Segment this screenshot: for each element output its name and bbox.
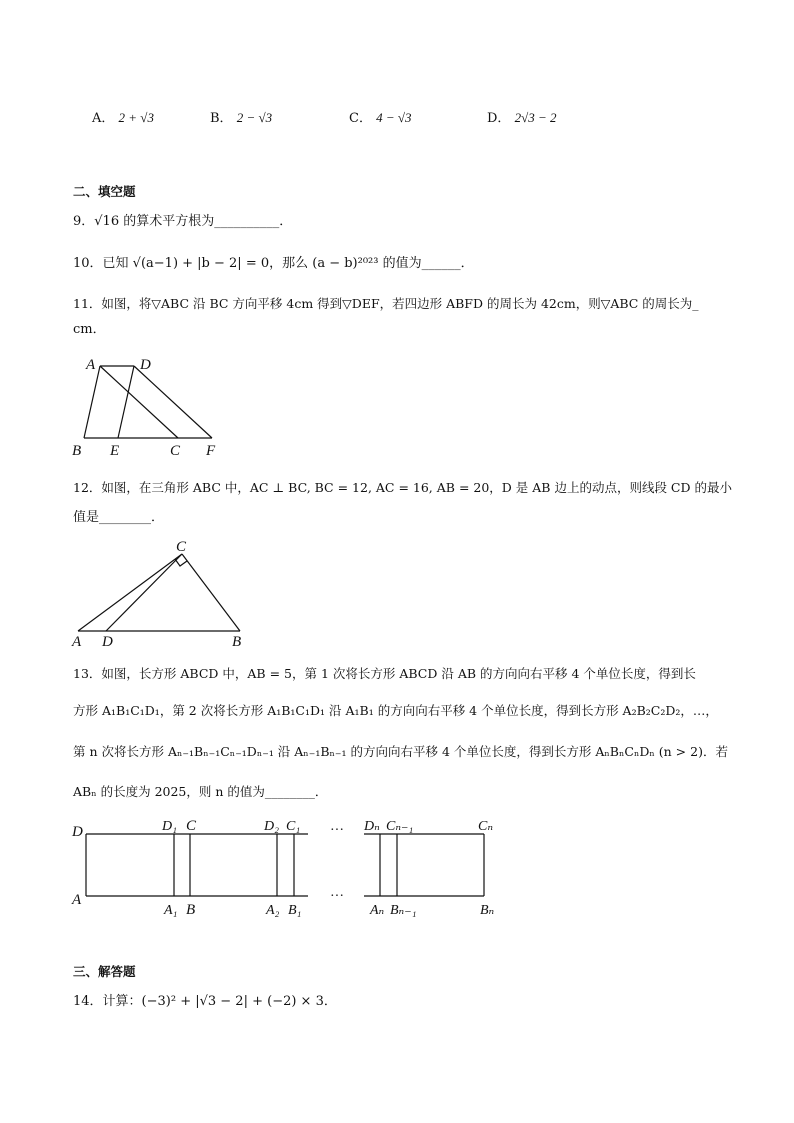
choice-a	[92, 110, 154, 127]
q13-label-Bn: Bₙ	[480, 903, 495, 918]
choice-d-expr: 2√3 − 2	[514, 110, 557, 125]
q11-segment-DF	[134, 366, 212, 438]
q13-label-D: D	[72, 824, 83, 840]
q13-label-B1: B₁	[288, 903, 302, 918]
q13-label-A1: A₁	[164, 903, 178, 918]
question-9: 9．√16 的算术平方根为__________．	[73, 214, 293, 229]
choice-c-letter: C．	[349, 111, 372, 126]
q11-label-C: C	[170, 443, 181, 459]
q12-segment-CD	[106, 554, 182, 631]
q11-segment-AC	[100, 366, 178, 438]
choice-b-expr: 2 − √3	[236, 110, 273, 125]
question-11-line2: cm．	[73, 322, 106, 337]
question-13-line3: 第 n 次将长方形 Aₙ₋₁Bₙ₋₁Cₙ₋₁Dₙ₋₁ 沿 Aₙ₋₁Bₙ₋₁ 的方向向右平移 4 个单位长度，得到长方形 AₙBₙCₙDₙ (n > 2)．若	[73, 744, 728, 759]
section-fill-in-title: 二、填空题	[73, 184, 136, 199]
q13-label-B: B	[186, 902, 196, 918]
question-12-line1: 12．如图，在三角形 ABC 中，AC ⊥ BC, BC = 12, AC = 16, AB = 20，D 是 AB 边上的动点，则线段 CD 的最小	[73, 480, 732, 495]
q11-label-E: E	[110, 443, 120, 459]
q12-label-C: C	[176, 539, 187, 555]
q13-label-Cn1: Cₙ₋₁	[386, 819, 414, 834]
choice-b-letter: B．	[210, 111, 233, 126]
q11-segment-DE	[118, 366, 134, 438]
question-13-line4: ABₙ 的长度为 2025，则 n 的值为________．	[73, 784, 328, 799]
q13-label-A: A	[72, 892, 82, 908]
q13-label-C1: C₁	[286, 819, 301, 834]
q11-label-D: D	[140, 357, 151, 373]
question-14: 14．计算：(−3)² + |√3 − 2| + (−2) × 3．	[73, 994, 337, 1009]
q13-label-D1: D₁	[162, 819, 177, 834]
q11-label-B: B	[72, 443, 82, 459]
q13-label-C: C	[186, 818, 197, 834]
q12-label-A: A	[72, 634, 82, 650]
q13-label-Dn: Dₙ	[364, 819, 380, 834]
q13-label-dots-top: ···	[330, 823, 344, 838]
q12-segment-AC	[78, 554, 182, 631]
question-10: 10．已知 √(a−1) + |b − 2| = 0，那么 (a − b)²⁰²³ 的值为______．	[73, 256, 474, 271]
question-13-line2: 方形 A₁B₁C₁D₁，第 2 次将长方形 A₁B₁C₁D₁ 沿 A₁B₁ 的方向向右平移 4 个单位长度，得到长方形 A₂B₂C₂D₂，…，	[73, 703, 718, 718]
q13-label-An: Aₙ	[370, 903, 385, 918]
q12-label-D: D	[102, 634, 113, 650]
q13-label-dots-bottom: ···	[330, 889, 344, 904]
figure-q12	[68, 536, 253, 650]
figure-q11	[68, 352, 228, 460]
section-answer-title: 三、解答题	[73, 964, 136, 979]
choice-a-expr: 2 + √3	[118, 110, 154, 125]
choice-c	[349, 110, 412, 127]
question-12-line2: 值是________．	[73, 510, 165, 525]
choice-c-expr: 4 − √3	[376, 110, 412, 125]
q13-label-A2: A₂	[266, 903, 280, 918]
q11-label-A: A	[86, 357, 96, 373]
figure-q13	[68, 812, 508, 922]
q13-label-D2: D₂	[264, 819, 279, 834]
question-13-line1: 13．如图，长方形 ABCD 中，AB = 5，第 1 次将长方形 ABCD 沿 AB 的方向向右平移 4 个单位长度，得到长	[73, 666, 696, 681]
q12-label-B: B	[232, 634, 242, 650]
q11-label-F: F	[206, 443, 216, 459]
question-11-line1: 11．如图，将▽ABC 沿 BC 方向平移 4cm 得到▽DEF，若四边形 ABFD 的周长为 42cm，则▽ABC 的周长为_	[73, 296, 699, 311]
q13-label-Bn1: Bₙ₋₁	[390, 903, 417, 918]
q12-segment-CB	[182, 554, 240, 631]
choice-d-letter: D．	[487, 111, 511, 126]
choice-d	[487, 110, 557, 127]
choice-a-letter: A．	[92, 111, 115, 126]
q11-segment-AB	[84, 366, 100, 438]
q13-label-Cn: Cₙ	[478, 819, 494, 834]
choice-b	[210, 110, 272, 127]
